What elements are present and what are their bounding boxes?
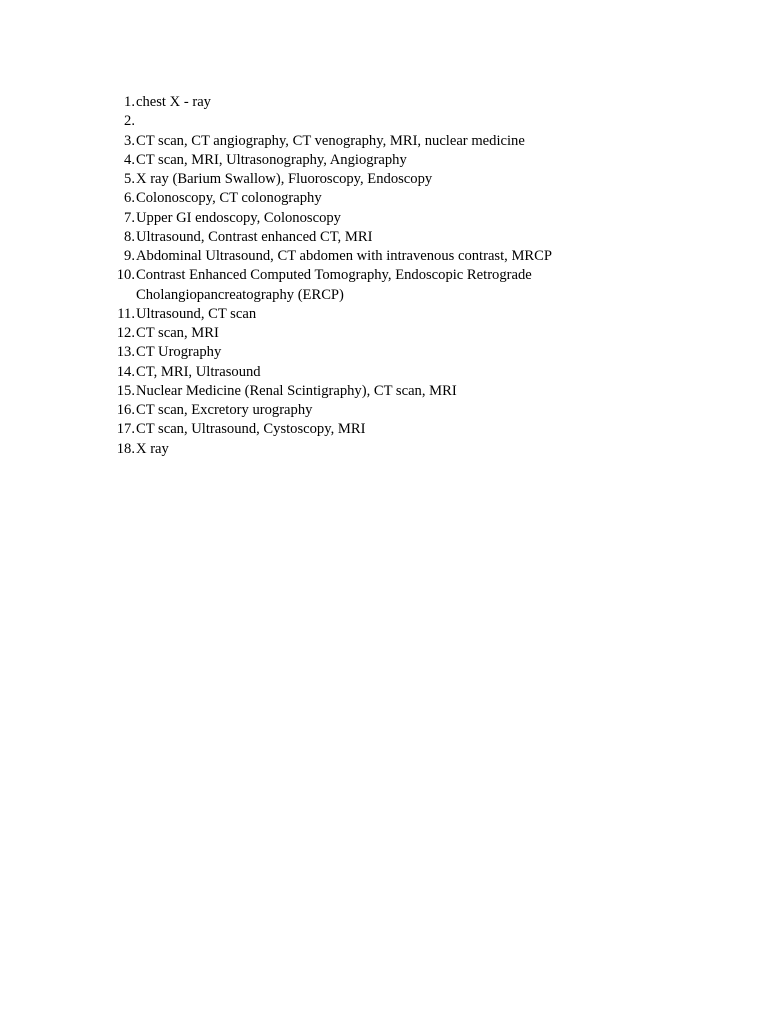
list-item-text: Ultrasound, CT scan xyxy=(136,305,257,322)
list-item-number: 16. xyxy=(116,402,135,418)
list-item xyxy=(104,93,574,112)
list-item-number: 9. xyxy=(124,248,135,264)
list-item xyxy=(104,228,574,247)
list-item-text: X ray (Barium Swallow), Fluoroscopy, Endoscopy xyxy=(136,171,433,187)
list-item-text: CT, MRI, Ultrasound xyxy=(136,363,261,380)
list-item-number: 1. xyxy=(124,94,135,110)
list-item-text: CT Urography xyxy=(136,344,222,361)
list-item-number: 12. xyxy=(116,325,135,341)
list-item-text: Contrast Enhanced Computed Tomography, Endoscopic Retrograde Cholangiopancreatography (ERCP) xyxy=(136,267,532,303)
list-item xyxy=(104,170,574,189)
list-item-number: 14. xyxy=(116,363,135,380)
list-item xyxy=(104,324,574,343)
list-item xyxy=(104,382,574,401)
list-item-number: 15. xyxy=(116,382,135,399)
list-item-text: Abdominal Ultrasound, CT abdomen with intravenous contrast, MRCP xyxy=(136,248,553,264)
list-item-number: 8. xyxy=(124,228,135,245)
list-item-text: CT scan, Excretory urography xyxy=(136,402,313,418)
list-item-number: 7. xyxy=(124,209,135,226)
list-item-number: 10. xyxy=(116,267,135,284)
list-item-number: 18. xyxy=(116,440,135,457)
list-item-number: 17. xyxy=(116,421,135,438)
list-item-text: CT scan, MRI xyxy=(136,325,219,341)
list-item xyxy=(104,363,574,382)
list-item-number: 4. xyxy=(124,151,135,168)
list-item-text: CT scan, MRI, Ultrasonography, Angiography xyxy=(136,151,407,168)
list-item-text: chest X - ray xyxy=(136,94,211,110)
list-item-text: Colonoscopy, CT colonography xyxy=(136,190,322,207)
list-item xyxy=(104,343,574,362)
list-item xyxy=(104,266,574,305)
list-item-text: CT scan, CT angiography, CT venography, MRI, nuclear medicine xyxy=(136,132,525,149)
list-item xyxy=(104,189,574,208)
list-item xyxy=(104,305,574,324)
list-item-number: 2. xyxy=(124,113,135,130)
list-item-number: 5. xyxy=(124,171,135,187)
list-item-number: 13. xyxy=(116,344,135,361)
list-item xyxy=(104,112,574,131)
list-item-number: 11. xyxy=(117,305,135,322)
list-item-text: CT scan, Ultrasound, Cystoscopy, MRI xyxy=(136,421,366,438)
list-item xyxy=(104,132,574,151)
imaging-modality-list xyxy=(104,93,574,459)
list-item-text: Ultrasound, Contrast enhanced CT, MRI xyxy=(136,228,373,245)
list-item-text: Nuclear Medicine (Renal Scintigraphy), CT scan, MRI xyxy=(136,382,457,399)
list-item-number: 3. xyxy=(124,132,135,149)
list-item-text: Upper GI endoscopy, Colonoscopy xyxy=(136,209,341,226)
list-item-number: 6. xyxy=(124,190,135,207)
list-item xyxy=(104,401,574,420)
list-item xyxy=(104,420,574,439)
list-item xyxy=(104,440,574,459)
list-item xyxy=(104,151,574,170)
list-item-text: X ray xyxy=(136,440,169,457)
list-item xyxy=(104,247,574,266)
list-item xyxy=(104,209,574,228)
